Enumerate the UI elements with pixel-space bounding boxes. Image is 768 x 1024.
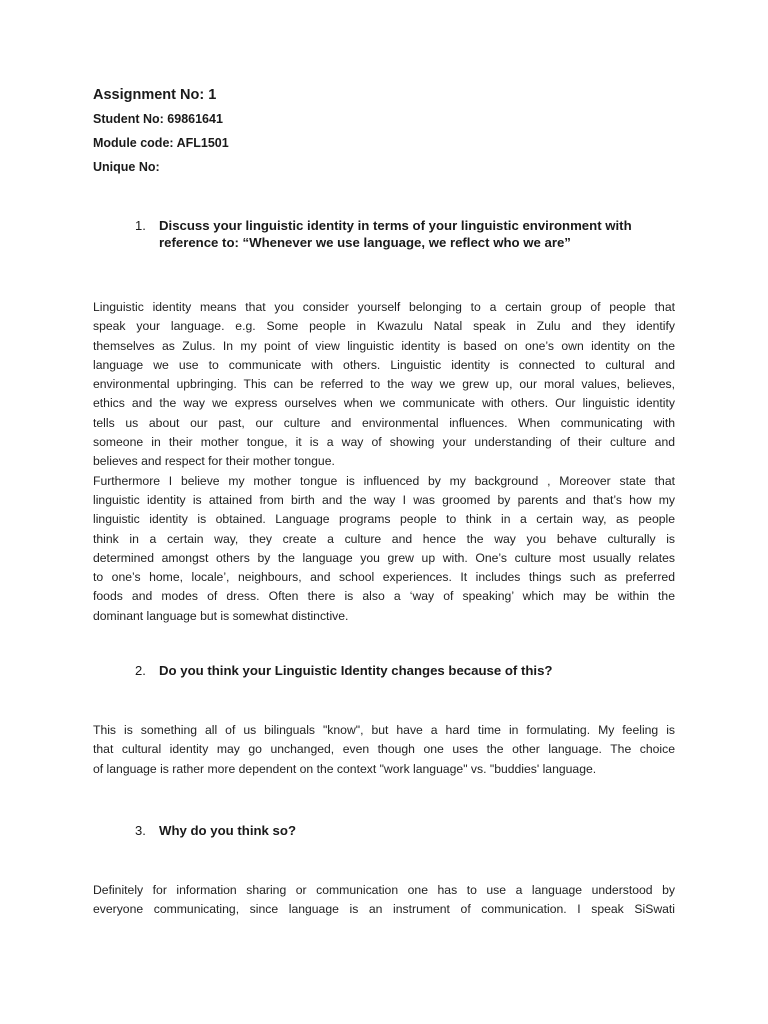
answer-line: determined amongst others by the language you grew up with. One’s culture most usually relates: [93, 550, 675, 565]
answer-line: everyone communicating, since language is an instrument of communication. I speak SiSwati: [93, 902, 675, 917]
answer-line: tells us about our past, our culture and environmental influences. When communicating with: [93, 415, 675, 430]
answer-line: ethics and the way we express ourselves when we communicate with others. Our linguistic identity: [93, 396, 675, 411]
question-1-number: 1.: [135, 218, 146, 233]
question-3-text: Why do you think so?: [159, 823, 296, 838]
answer-3-paragraph: [93, 881, 675, 920]
unique-number: Unique No:: [93, 160, 160, 174]
answer-line: This is something all of us bilinguals "know", but have a hard time in formulating. My feeling is: [93, 723, 675, 737]
answer-line: dominant language but is somewhat distinctive.: [93, 608, 349, 623]
student-number: Student No: 69861641: [93, 112, 223, 126]
question-2-text: Do you think your Linguistic Identity changes because of this?: [159, 663, 553, 678]
assignment-title: Assignment No: 1: [93, 87, 217, 103]
answer-line: Definitely for information sharing or communication one has to use a language understood by: [93, 883, 675, 897]
answer-line: Furthermore I believe my mother tongue is influenced by my background , Moreover state that: [93, 473, 675, 488]
answer-line: Linguistic identity means that you consider yourself belonging to a certain group of people that: [93, 300, 675, 314]
answer-line: themselves as Zulus. In my point of view linguistic identity is based on one’s own identity on the: [93, 338, 675, 353]
answer-1-paragraph-1: [93, 298, 675, 626]
question-1-text: Discuss your linguistic identity in terms of your linguistic environment with reference to: “Whenever we use language, we reflect who we are”: [159, 218, 632, 250]
answer-line: someone in their mother tongue, it is a way of showing your understanding of their culture and: [93, 435, 675, 450]
answer-line: linguistic identity is obtained. Language programs people to think in a certain way, as people: [93, 512, 675, 527]
answer-line: language we use to communicate with others. Linguistic identity is connected to cultural and: [93, 357, 675, 372]
answer-line: that cultural identity may go unchanged, even though one uses the other language. The choice: [93, 742, 675, 757]
answer-line: linguistic identity is attained from birth and the way I was groomed by parents and that’s how my: [93, 492, 675, 507]
module-code: Module code: AFL1501: [93, 136, 229, 150]
answer-line: foods and modes of dress. Often there is also a ‘way of speaking’ which may be within the: [93, 589, 675, 604]
answer-line: to one’s home, locale’, neighbours, and school experiences. It includes things such as preferred: [93, 570, 675, 585]
question-3: [93, 822, 653, 839]
question-3-number: 3.: [135, 823, 146, 838]
answer-line: environmental upbringing. This can be referred to the way we grew up, our moral values, believes,: [93, 377, 675, 392]
answer-line: believes and respect for their mother tongue.: [93, 454, 335, 469]
question-2: [93, 662, 653, 679]
answer-line: speak your language. e.g. Some people in Kwazulu Natal speak in Zulu and they identify: [93, 319, 675, 334]
question-2-number: 2.: [135, 663, 146, 678]
answer-2-paragraph: [93, 721, 675, 779]
answer-line: think in a certain way, they create a culture and hence the way you behave culturally is: [93, 531, 675, 546]
question-1: [93, 217, 653, 251]
answer-line: of language is rather more dependent on the context "work language" vs. "buddies' language.: [93, 761, 597, 776]
